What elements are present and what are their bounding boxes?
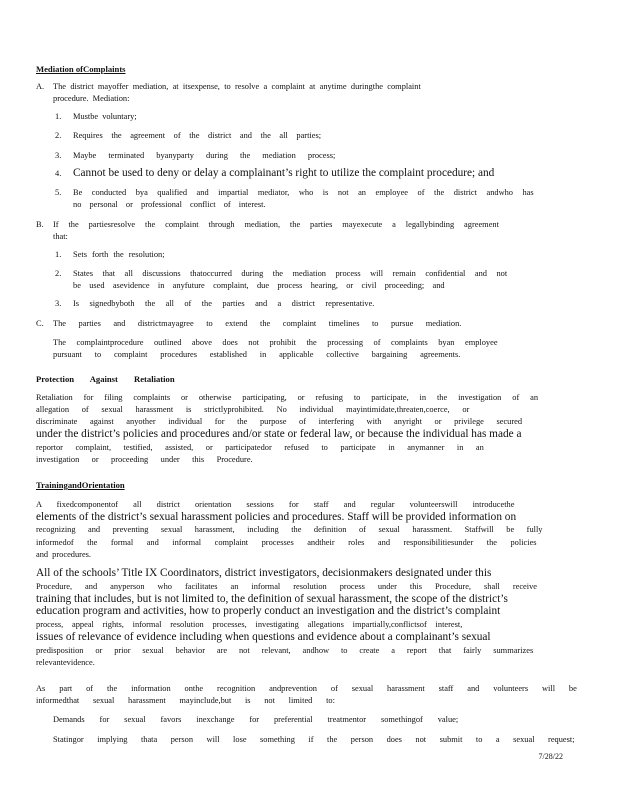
section-heading-retaliation: Protection Against Retaliation — [36, 374, 175, 384]
training-line: As part of the information onthe recognition andprevention of sexual harassment staff and volunteers will be — [36, 684, 577, 693]
list-item-text: Sets forth the resolution; — [73, 250, 165, 259]
section-heading-training: TrainingandOrientation — [36, 480, 125, 490]
list-number: 1. — [55, 112, 62, 121]
list-item-text: Cannot be used to deny or delay a complainant’s right to utilize the complaint procedure; and — [73, 167, 495, 179]
list-number: 2. — [55, 131, 62, 140]
list-item-text-cont: no personal or professional conflict of interest. — [73, 200, 266, 209]
paragraph-b-line1: If the partiesresolve the complaint through mediation, the parties mayexecute a legallybinding agreement — [53, 220, 499, 229]
retaliation-line: allegation of sexual harassment is strictlyprohibited. No individual mayintimidate,threaten,coerce, or — [36, 405, 470, 414]
paragraph-c-note-line2: pursuant to complaint procedures established in applicable collective bargaining agreements. — [53, 350, 461, 359]
training-line: issues of relevance of evidence including when questions and evidence about a complainant’s sexual — [36, 631, 491, 643]
bullet-item-text: Demands for sexual favors inexchange for preferential treatmentor somethingof value; — [53, 715, 459, 724]
training-line: A fixedcomponentof all district orientation sessions for staff and regular volunteerswill introducethe — [36, 500, 515, 509]
paragraph-c: The parties and districtmayagree to extend the complaint timelines to pursue mediation. — [53, 319, 462, 328]
training-line: informedof the formal and informal complaint processes andtheir roles and responsibilitiesunder the policies — [36, 538, 537, 547]
list-item-text: States that all discussions thatoccurred during the mediation process will remain confidential and not — [73, 269, 508, 278]
list-item-text: Requires the agreement of the district and the all parties; — [73, 131, 322, 140]
training-line: recognizing and preventing sexual harassment, including the definition of sexual harassment. Staffwill be fully — [36, 525, 543, 534]
list-number: 5. — [55, 188, 62, 197]
item-marker-a: A. — [36, 82, 45, 91]
training-line: process, appeal rights, informal resolution processes, investigating allegations impartially,conflictsof interest, — [36, 620, 463, 629]
list-number: 3. — [55, 151, 62, 160]
paragraph-a-line2: procedure. Mediation: — [53, 94, 130, 103]
training-line: Procedure, and anyperson who facilitates an informal resolution process under this Procedure, shall receive — [36, 582, 538, 591]
list-item-text: Mustbe voluntary; — [73, 112, 137, 121]
training-line: informedthat sexual harassment mayinclude,but is not limited to: — [36, 696, 335, 705]
training-line: education program and activities, how to properly conduct an investigation and the district’s complaint — [36, 605, 501, 617]
training-line: relevantevidence. — [36, 658, 95, 667]
retaliation-line: discriminate against anyother individual for the purpose of interfering with anyright or privilege secured — [36, 417, 523, 426]
list-item-text: Maybe terminated byanyparty during the mediation process; — [73, 151, 336, 160]
training-line: training that includes, but is not limited to, the definition of sexual harassment, the scope of the district’s — [36, 593, 508, 605]
training-line: and procedures. — [36, 550, 92, 559]
retaliation-line: investigation or proceeding under this Procedure. — [36, 455, 253, 464]
retaliation-line: under the district’s policies and procedures and/or state or federal law, or because the individual has made a — [36, 428, 522, 440]
bullet-item-text: Statingor implying thata person will lose something if the person does not submit to a sexual request; — [53, 735, 575, 744]
paragraph-a-line1: The district mayoffer mediation, at itsexpense, to resolve a complaint at anytime duringthe complaint — [53, 82, 421, 91]
list-number: 3. — [55, 299, 62, 308]
list-item-text-cont: be used asevidence in anyfuture complaint, due process hearing, or civil proceeding; and — [73, 281, 445, 290]
item-marker-b: B. — [36, 220, 44, 229]
list-number: 1. — [55, 250, 62, 259]
list-number: 2. — [55, 269, 62, 278]
training-line: predisposition or prior sexual behavior are not relevant, andhow to create a report that fairly summarizes — [36, 646, 534, 655]
training-line: elements of the district’s sexual harassment policies and procedures. Staff will be provided information on — [36, 511, 517, 523]
footer-date: 7/28/22 — [538, 752, 563, 761]
item-marker-c: C. — [36, 319, 44, 328]
training-line: All of the schools’ Title IX Coordinators, district investigators, decisionmakers designated under this — [36, 567, 492, 579]
list-item-text: Is signedbyboth the all of the parties and a district representative. — [73, 299, 375, 308]
list-number: 4. — [55, 169, 62, 178]
paragraph-b-line2: that: — [53, 232, 68, 241]
list-item-text: Be conducted bya qualified and impartial mediator, who is not an employee of the district andwho has — [73, 188, 534, 197]
retaliation-line: reportor complaint, testified, assisted, or participatedor refused to participate in anymanner in an — [36, 443, 484, 452]
retaliation-line: Retaliation for filing complaints or otherwise participating, or refusing to participate, in the investigation of an — [36, 393, 539, 402]
paragraph-c-note-line1: The complaintprocedure outlined above does not prohibit the processing of complaints byan employee — [53, 338, 498, 347]
section-heading-mediation: Mediation ofComplaints — [36, 64, 126, 74]
